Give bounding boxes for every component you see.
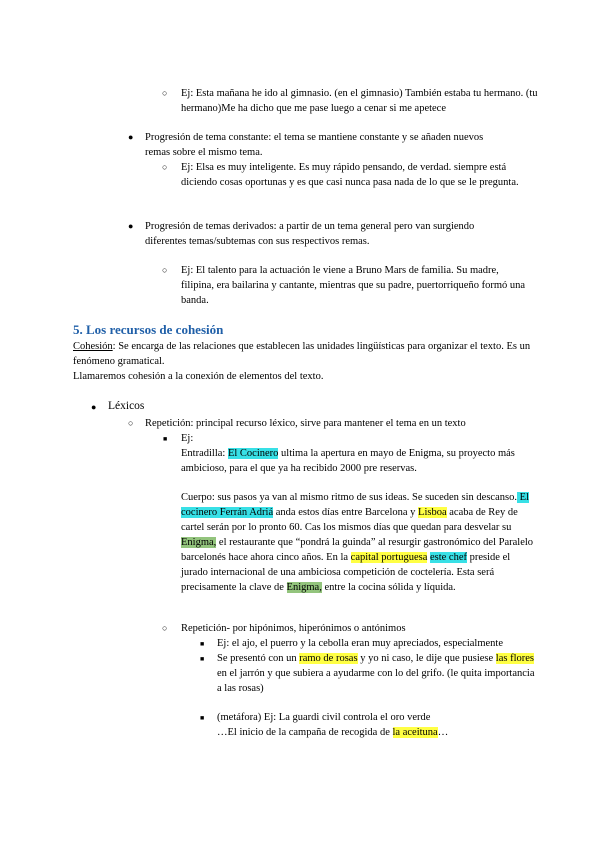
hiponimos-item: Repetición- por hipónimos, hiperónimos o antónimos — [181, 623, 406, 634]
section-heading: 5. Los recursos de cohesión — [73, 322, 224, 337]
cohesion-definition — [73, 339, 533, 369]
highlight-yellow: ramo de rosas — [299, 653, 358, 664]
cohesion-line2: Llamaremos cohesión a la conexión de elementos del texto. — [73, 371, 324, 382]
example-aceituna — [217, 725, 537, 740]
example-metafora: (metáfora) Ej: La guardi civil controla el oro verde — [217, 712, 431, 723]
example-bruno: Ej: El talento para la actuación le viene a Bruno Mars de familia. Su madre, filipina, era bailarina y cantante, mientras que su padre, puertorriqueño formó una banda. — [181, 265, 526, 306]
aceituna-text: …El inicio de la campaña de recogida de — [217, 727, 393, 738]
highlight-yellow: la aceituna — [392, 727, 438, 738]
example-elsa: Ej: Elsa es muy inteligente. Es muy rápido pensando, de verdad. siempre está diciendo cosas oportunas y es que casi nunca pasa nada de lo que se le pregunta. — [181, 162, 519, 188]
cuerpo-text: anda estos días entre Barcelona y — [273, 507, 419, 518]
rosas-text: en el jarrón y que subiera a ayudarme con lo del grifo. (le quita importancia a las rosas) — [217, 668, 535, 694]
bullet-icon: ● — [128, 221, 134, 231]
highlight-cyan: El Cocinero — [227, 448, 279, 459]
square-bullet-icon: ■ — [163, 435, 168, 443]
hollow-bullet-icon: ○ — [162, 162, 168, 172]
hollow-bullet-icon: ○ — [162, 88, 168, 98]
highlight-green: Enigma, — [181, 537, 217, 548]
hollow-bullet-icon: ○ — [162, 623, 168, 633]
example-gimnasio: Ej: Esta mañana he ido al gimnasio. (en el gimnasio) También estaba tu hermano. (tu hermano)Me ha dicho que me pase luego a cenar si me apetece — [181, 88, 538, 114]
highlight-yellow: capital portuguesa — [350, 552, 428, 563]
progresion-constante: Progresión de tema constante: el tema se mantiene constante y se añaden nuevos remas sobre el mismo tema. — [145, 132, 484, 158]
ej-label: Ej: — [181, 433, 194, 444]
square-bullet-icon: ■ — [200, 655, 205, 663]
entradilla-paragraph — [181, 446, 536, 476]
hollow-bullet-icon: ○ — [128, 418, 134, 428]
cuerpo-text: preside el jurado internacional de una ambiciosa competición de coctelería. Esta será precisamente la clave de — [181, 552, 511, 593]
highlight-cyan: El cocinero Ferrán Adriá — [181, 492, 529, 518]
cuerpo-text: entre la cocina sólida y líquida. — [321, 582, 456, 593]
cuerpo-paragraph — [181, 490, 536, 595]
highlight-yellow: Lisboa — [418, 507, 447, 518]
rosas-text: y yo ni caso, le dije que pusiese — [357, 653, 496, 664]
repeticion-item: Repetición: principal recurso léxico, sirve para mantener el tema en un texto — [145, 418, 466, 429]
rosas-text: Se presentó con un — [217, 653, 300, 664]
highlight-cyan: este chef — [429, 552, 468, 563]
cuerpo-text: Cuerpo: sus pasos ya van al mismo ritmo de sus ideas. Se suceden sin descanso. — [181, 492, 517, 503]
square-bullet-icon: ■ — [200, 714, 205, 722]
entradilla-text: Entradilla: — [181, 448, 228, 459]
example-rosas — [217, 651, 537, 696]
cohesion-term: Cohesión — [73, 341, 113, 352]
bullet-icon: ● — [91, 402, 97, 412]
bullet-icon: ● — [128, 132, 134, 142]
highlight-yellow: las flores — [495, 653, 534, 664]
progresion-derivados: Progresión de temas derivados: a partir de un tema general pero van surgiendo diferentes temas/subtemas con sus respectivos remas. — [145, 221, 475, 247]
square-bullet-icon: ■ — [200, 640, 205, 648]
example-ajo: Ej: el ajo, el puerro y la cebolla eran muy apreciados, especialmente — [217, 638, 503, 649]
lexicos-label: Léxicos — [108, 400, 145, 412]
highlight-green: Enigma, — [286, 582, 322, 593]
aceituna-text: … — [437, 727, 449, 738]
hollow-bullet-icon: ○ — [162, 265, 168, 275]
entradilla-text: ultima la apertura en mayo de Enigma, su proyecto más ambicioso, para el que ya ha recibido 2000 pre reservas. — [181, 448, 515, 474]
cuerpo-text: acaba de Rey de cartel serán por lo pronto 60. Cas los mismos días que quedan para desvelar su — [181, 507, 518, 533]
cuerpo-text: el restaurante que “pondrá la guinda” al resurgir gastronómico del Paralelo barcelonés hace ahora cinco años. En la — [181, 537, 534, 563]
cohesion-def-text: : Se encarga de las relaciones que establecen las unidades lingüísticas para organizar el texto. Es un fenómeno gramatical. — [73, 341, 531, 367]
